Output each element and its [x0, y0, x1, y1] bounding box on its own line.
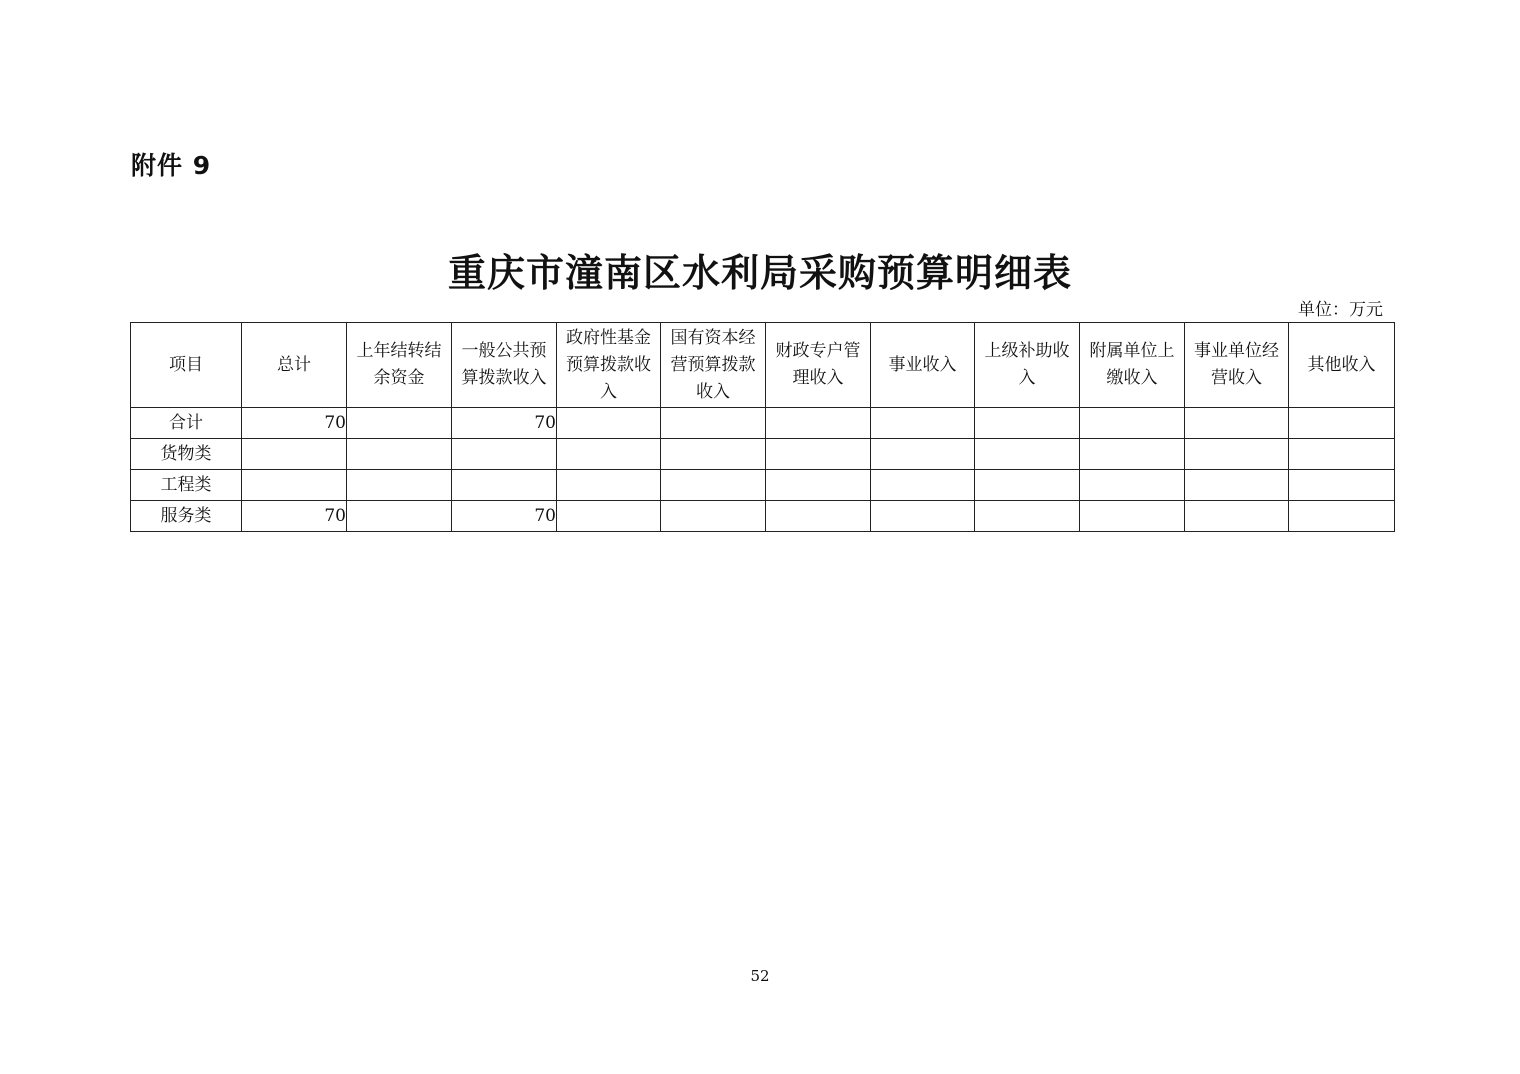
header-fiscal-special-account: 财政专户管理收入	[766, 323, 871, 408]
cell-other-income	[1289, 439, 1395, 470]
cell-affiliated-unit-income	[1080, 408, 1185, 439]
cell-carryover-funds	[347, 439, 452, 470]
header-government-fund-budget: 政府性基金预算拨款收入	[557, 323, 661, 408]
cell-superior-subsidy	[975, 408, 1080, 439]
cell-affiliated-unit-income	[1080, 439, 1185, 470]
document-title: 重庆市潼南区水利局采购预算明细表	[447, 250, 1072, 295]
cell-business-income	[871, 439, 975, 470]
cell-business-income	[871, 470, 975, 501]
cell-operating-income	[1185, 470, 1289, 501]
header-other-income: 其他收入	[1289, 323, 1395, 408]
header-affiliated-unit-income: 附属单位上缴收入	[1080, 323, 1185, 408]
cell-affiliated-unit-income	[1080, 470, 1185, 501]
cell-superior-subsidy	[975, 439, 1080, 470]
cell-government-fund-budget	[557, 439, 661, 470]
row-label: 货物类	[131, 439, 242, 470]
cell-superior-subsidy	[975, 501, 1080, 532]
cell-other-income	[1289, 501, 1395, 532]
cell-carryover-funds	[347, 501, 452, 532]
cell-general-public-budget	[452, 470, 557, 501]
page-number: 52	[750, 967, 770, 985]
cell-total: 70	[242, 408, 347, 439]
header-operating-income: 事业单位经营收入	[1185, 323, 1289, 408]
cell-affiliated-unit-income	[1080, 501, 1185, 532]
cell-superior-subsidy	[975, 470, 1080, 501]
header-carryover-funds: 上年结转结余资金	[347, 323, 452, 408]
row-label: 工程类	[131, 470, 242, 501]
table-row	[131, 501, 1395, 532]
header-total: 总计	[242, 323, 347, 408]
cell-business-income	[871, 408, 975, 439]
cell-other-income	[1289, 470, 1395, 501]
cell-government-fund-budget	[557, 501, 661, 532]
procurement-budget-table	[130, 322, 1395, 532]
cell-fiscal-special-account	[766, 439, 871, 470]
attachment-label: 附件 9	[131, 151, 212, 180]
cell-operating-income	[1185, 439, 1289, 470]
cell-other-income	[1289, 408, 1395, 439]
cell-state-capital-budget	[661, 408, 766, 439]
table-row	[131, 408, 1395, 439]
cell-government-fund-budget	[557, 470, 661, 501]
header-state-capital-budget: 国有资本经营预算拨款收入	[661, 323, 766, 408]
table-row	[131, 470, 1395, 501]
row-label: 服务类	[131, 501, 242, 532]
cell-state-capital-budget	[661, 501, 766, 532]
cell-fiscal-special-account	[766, 408, 871, 439]
unit-label: 单位：万元	[1298, 300, 1383, 320]
cell-general-public-budget: 70	[452, 408, 557, 439]
cell-fiscal-special-account	[766, 470, 871, 501]
cell-state-capital-budget	[661, 470, 766, 501]
header-business-income: 事业收入	[871, 323, 975, 408]
cell-business-income	[871, 501, 975, 532]
cell-operating-income	[1185, 501, 1289, 532]
cell-total	[242, 470, 347, 501]
cell-state-capital-budget	[661, 439, 766, 470]
header-superior-subsidy: 上级补助收入	[975, 323, 1080, 408]
table-header-row	[131, 323, 1395, 408]
cell-fiscal-special-account	[766, 501, 871, 532]
cell-government-fund-budget	[557, 408, 661, 439]
header-general-public-budget: 一般公共预算拨款收入	[452, 323, 557, 408]
header-item: 项目	[131, 323, 242, 408]
table-row	[131, 439, 1395, 470]
cell-general-public-budget	[452, 439, 557, 470]
cell-operating-income	[1185, 408, 1289, 439]
row-label: 合计	[131, 408, 242, 439]
cell-total	[242, 439, 347, 470]
cell-general-public-budget: 70	[452, 501, 557, 532]
cell-total: 70	[242, 501, 347, 532]
cell-carryover-funds	[347, 408, 452, 439]
cell-carryover-funds	[347, 470, 452, 501]
